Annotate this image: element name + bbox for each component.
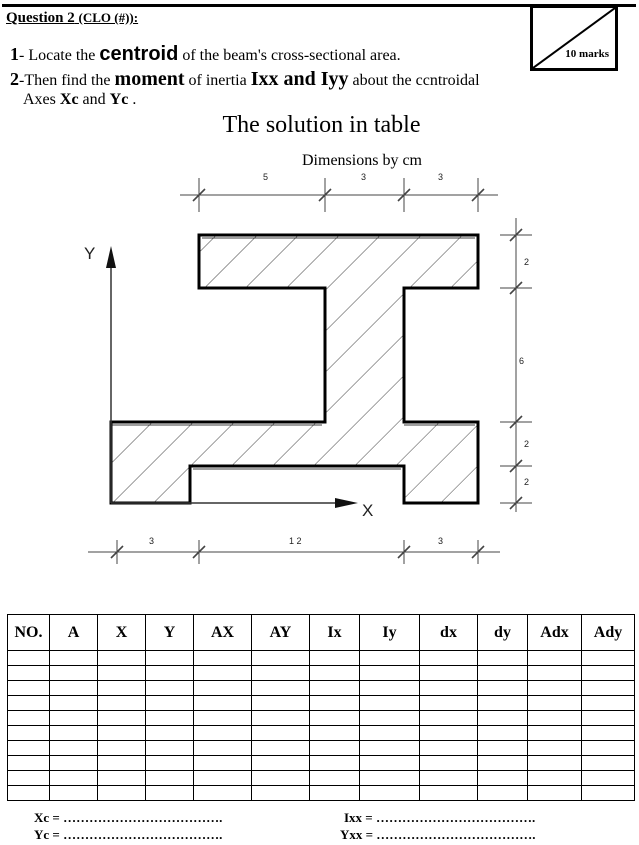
table-cell[interactable] (310, 726, 360, 741)
table-cell[interactable] (310, 741, 360, 756)
table-cell[interactable] (8, 681, 50, 696)
right-dim-2: 6 (519, 356, 525, 366)
table-row (8, 771, 635, 786)
table-cell[interactable] (8, 666, 50, 681)
table-cell[interactable] (360, 711, 420, 726)
question-title: Question 2 (CLO (#)): (6, 10, 139, 26)
table-cell[interactable] (310, 666, 360, 681)
table-cell[interactable] (528, 786, 582, 801)
xc-result: Xc = ………………………………. (34, 810, 223, 825)
table-cell[interactable] (146, 771, 194, 786)
table-cell[interactable] (360, 696, 420, 711)
table-cell[interactable] (252, 696, 310, 711)
table-cell[interactable] (420, 771, 478, 786)
top-dim-3: 3 (438, 172, 444, 182)
table-cell[interactable] (194, 741, 252, 756)
table-cell[interactable] (582, 651, 635, 666)
table-cell[interactable] (310, 771, 360, 786)
table-cell[interactable] (98, 651, 146, 666)
table-cell[interactable] (50, 696, 98, 711)
table-cell[interactable] (50, 756, 98, 771)
table-cell[interactable] (478, 756, 528, 771)
top-dim-2: 3 (361, 172, 367, 182)
table-cell[interactable] (146, 681, 194, 696)
table-cell[interactable] (194, 756, 252, 771)
table-cell[interactable] (252, 666, 310, 681)
table-cell[interactable] (146, 741, 194, 756)
table-cell[interactable] (360, 681, 420, 696)
table-cell[interactable] (420, 741, 478, 756)
table-cell[interactable] (8, 786, 50, 801)
instruction-2-continued: Axes Xc and Yc . (23, 91, 137, 108)
right-dim-3: 2 (524, 439, 530, 449)
table-cell[interactable] (50, 786, 98, 801)
table-cell[interactable] (360, 666, 420, 681)
table-cell[interactable] (528, 756, 582, 771)
ixx-result: Ixx = ………………………………. (344, 810, 536, 825)
table-cell[interactable] (420, 681, 478, 696)
table-cell[interactable] (252, 681, 310, 696)
table-cell[interactable] (582, 711, 635, 726)
table-cell[interactable] (420, 786, 478, 801)
column-header: AX (194, 615, 252, 651)
table-cell[interactable] (252, 711, 310, 726)
column-header: AY (252, 615, 310, 651)
table-cell[interactable] (528, 726, 582, 741)
x-axis-arrow (335, 498, 358, 508)
marks-label: 10 marks (565, 48, 609, 60)
x-axis-label: X (362, 501, 374, 520)
table-cell[interactable] (582, 786, 635, 801)
solution-table (7, 614, 635, 801)
table-cell[interactable] (146, 711, 194, 726)
table-cell[interactable] (8, 726, 50, 741)
table-cell[interactable] (194, 711, 252, 726)
table-cell[interactable] (528, 771, 582, 786)
solution-heading: The solution in table (222, 112, 421, 138)
y-axis-label: Y (84, 244, 96, 263)
column-header: Ix (310, 615, 360, 651)
table-cell[interactable] (528, 711, 582, 726)
table-cell[interactable] (310, 651, 360, 666)
table-cell[interactable] (194, 771, 252, 786)
table-cell[interactable] (146, 756, 194, 771)
section-outline (111, 235, 478, 503)
table-cell[interactable] (252, 651, 310, 666)
bottom-dim-3: 3 (438, 536, 444, 546)
bottom-dim-2: 1 2 (289, 536, 302, 546)
table-cell[interactable] (98, 771, 146, 786)
table-cell[interactable] (146, 651, 194, 666)
table-cell[interactable] (582, 681, 635, 696)
table-cell[interactable] (252, 741, 310, 756)
table-cell[interactable] (50, 681, 98, 696)
table-cell[interactable] (310, 681, 360, 696)
table-cell[interactable] (528, 651, 582, 666)
column-header: A (50, 615, 98, 651)
table-cell[interactable] (582, 741, 635, 756)
table-row (8, 756, 635, 771)
table-cell[interactable] (98, 681, 146, 696)
column-header: Adx (528, 615, 582, 651)
table-cell[interactable] (310, 711, 360, 726)
bottom-dim-1: 3 (149, 536, 155, 546)
table-cell[interactable] (98, 786, 146, 801)
column-header: NO. (8, 615, 50, 651)
table-cell[interactable] (478, 681, 528, 696)
table-cell[interactable] (420, 756, 478, 771)
table-cell[interactable] (8, 651, 50, 666)
table-row (8, 681, 635, 696)
top-dim-1: 5 (263, 172, 269, 182)
table-cell[interactable] (50, 771, 98, 786)
table-cell[interactable] (360, 786, 420, 801)
table-cell[interactable] (146, 666, 194, 681)
table-cell[interactable] (478, 696, 528, 711)
yc-result: Yc = ………………………………. (34, 827, 223, 842)
table-cell[interactable] (146, 786, 194, 801)
column-header: Iy (360, 615, 420, 651)
table-cell[interactable] (360, 741, 420, 756)
table-cell[interactable] (478, 741, 528, 756)
table-row (8, 696, 635, 711)
column-header: X (98, 615, 146, 651)
y-axis-arrow (106, 246, 116, 268)
table-cell[interactable] (582, 771, 635, 786)
table-cell[interactable] (194, 726, 252, 741)
table-cell[interactable] (528, 666, 582, 681)
table-cell[interactable] (194, 666, 252, 681)
table-cell[interactable] (194, 681, 252, 696)
table-cell[interactable] (8, 741, 50, 756)
table-cell[interactable] (310, 786, 360, 801)
table-cell[interactable] (478, 666, 528, 681)
column-header: dx (420, 615, 478, 651)
table-cell[interactable] (528, 696, 582, 711)
table-cell[interactable] (310, 696, 360, 711)
table-cell[interactable] (582, 726, 635, 741)
table-cell[interactable] (194, 786, 252, 801)
table-cell[interactable] (528, 741, 582, 756)
table-cell[interactable] (98, 666, 146, 681)
right-dim-1: 2 (524, 257, 530, 267)
table-cell[interactable] (8, 771, 50, 786)
right-dim-4: 2 (524, 477, 530, 487)
instruction-2: 2-Then find the moment of inertia Ixx and Iyy about the ccntroidal (10, 68, 480, 90)
table-cell[interactable] (582, 756, 635, 771)
table-cell[interactable] (360, 726, 420, 741)
table-cell[interactable] (420, 711, 478, 726)
table-row (8, 741, 635, 756)
table-cell[interactable] (420, 666, 478, 681)
table-cell[interactable] (310, 756, 360, 771)
table-cell[interactable] (360, 771, 420, 786)
table-cell[interactable] (98, 726, 146, 741)
table-row (8, 726, 635, 741)
table-cell[interactable] (50, 711, 98, 726)
table-cell[interactable] (252, 771, 310, 786)
table-cell[interactable] (98, 756, 146, 771)
table-row (8, 711, 635, 726)
table-cell[interactable] (420, 726, 478, 741)
instruction-1: 1- Locate the centroid of the beam's cross-sectional area. (10, 43, 401, 65)
yxx-result: Yxx = ………………………………. (340, 827, 536, 842)
table-cell[interactable] (420, 651, 478, 666)
table-cell[interactable] (582, 696, 635, 711)
table-cell[interactable] (194, 696, 252, 711)
table-cell[interactable] (8, 711, 50, 726)
table-cell[interactable] (98, 696, 146, 711)
table-cell[interactable] (252, 786, 310, 801)
table-cell[interactable] (98, 711, 146, 726)
table-cell[interactable] (528, 681, 582, 696)
table-cell[interactable] (98, 741, 146, 756)
table-cell[interactable] (420, 696, 478, 711)
table-cell[interactable] (252, 726, 310, 741)
table-cell[interactable] (478, 771, 528, 786)
column-header: dy (478, 615, 528, 651)
table-cell[interactable] (478, 651, 528, 666)
table-cell[interactable] (478, 711, 528, 726)
table-cell[interactable] (360, 756, 420, 771)
table-cell[interactable] (8, 696, 50, 711)
table-cell[interactable] (146, 696, 194, 711)
table-cell[interactable] (50, 726, 98, 741)
column-header: Y (146, 615, 194, 651)
table-cell[interactable] (50, 741, 98, 756)
table-cell[interactable] (194, 651, 252, 666)
table-cell[interactable] (50, 666, 98, 681)
table-cell[interactable] (478, 786, 528, 801)
table-cell[interactable] (252, 756, 310, 771)
top-dimension-line (180, 178, 498, 212)
table-cell[interactable] (50, 651, 98, 666)
table-cell[interactable] (360, 651, 420, 666)
table-cell[interactable] (146, 726, 194, 741)
table-cell[interactable] (8, 756, 50, 771)
table-row (8, 786, 635, 801)
table-row (8, 666, 635, 681)
table-cell[interactable] (478, 726, 528, 741)
dimensions-title: Dimensions by cm (302, 152, 422, 169)
column-header: Ady (582, 615, 635, 651)
table-cell[interactable] (582, 666, 635, 681)
table-row (8, 651, 635, 666)
table-header-row (8, 615, 635, 651)
